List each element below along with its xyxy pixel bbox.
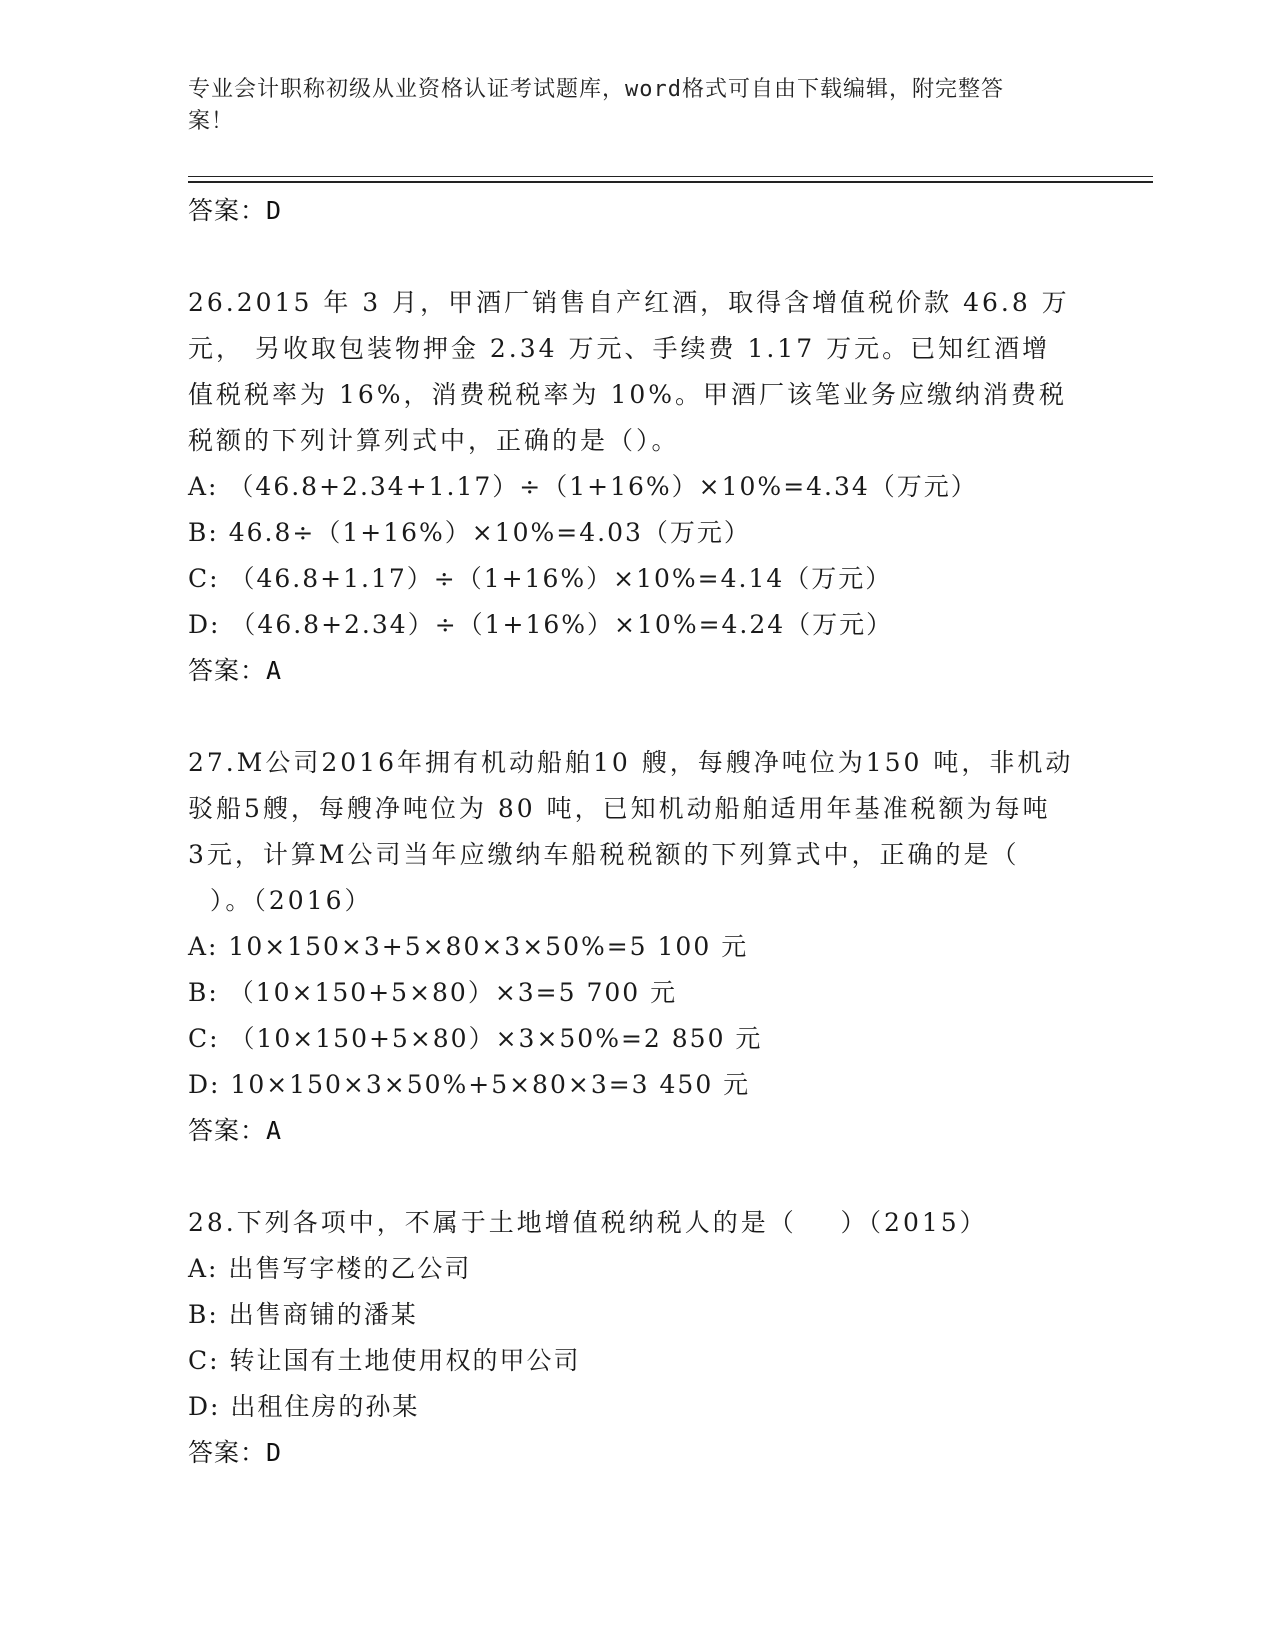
option-c: C: 转让国有土地使用权的甲公司 [188, 1346, 581, 1375]
option-b: B: （10×150+5×80）×3=5 700 元 [188, 978, 678, 1007]
answer: 答案：A [188, 1116, 283, 1145]
option-c: C: （10×150+5×80）×3×50%=2 850 元 [188, 1024, 763, 1053]
question-text-line: 26.2015 年 3 月，甲酒厂销售自产红酒，取得含增值税价款 46.8 万 [188, 288, 1070, 317]
answer: 答案：D [188, 1438, 283, 1467]
option-d: D: （46.8+2.34）÷（1+16%）×10%=4.24（万元） [188, 610, 894, 639]
question-text-line: 3元，计算M公司当年应缴纳车船税税额的下列算式中，正确的是（ [188, 840, 1020, 869]
question-27 [188, 740, 1088, 1154]
spacer [188, 234, 1088, 280]
question-text-line: ）。（2016） [188, 886, 373, 915]
question-text-line: 税额的下列计算列式中，正确的是（）。 [188, 426, 680, 455]
question-28 [188, 1200, 1088, 1476]
question-text-line: 元， 另收取包装物押金 2.34 万元、手续费 1.17 万元。已知红酒增 [188, 334, 1051, 363]
header-line-2: 案！ [188, 109, 235, 134]
document-header [188, 74, 1078, 138]
question-text-line: 28.下列各项中，不属于土地增值税纳税人的是（ ）（2015） [188, 1208, 988, 1237]
header-line-1: 专业会计职称初级从业资格认证考试题库，word格式可自由下载编辑，附完整答 [188, 77, 1004, 102]
option-b: B: 出售商铺的潘某 [188, 1300, 418, 1329]
answer: 答案：A [188, 656, 283, 685]
option-b: B: 46.8÷（1+16%）×10%=4.03（万元） [188, 518, 751, 547]
question-text-line: 驳船5艘，每艘净吨位为 80 吨，已知机动船舶适用年基准税额为每吨 [188, 794, 1051, 823]
question-26 [188, 280, 1088, 694]
option-c: C: （46.8+1.17）÷（1+16%）×10%=4.14（万元） [188, 564, 893, 593]
header-rule-thick [188, 181, 1153, 183]
question-text-line: 值税税率为 16%，消费税税率为 10%。甲酒厂该笔业务应缴纳消费税 [188, 380, 1068, 409]
header-rule-thin [188, 176, 1153, 177]
option-a: A: 出售写字楼的乙公司 [188, 1254, 472, 1283]
spacer [188, 1154, 1088, 1200]
option-d: D: 出租住房的孙某 [188, 1392, 420, 1421]
document-body [188, 188, 1088, 1476]
option-a: A: 10×150×3+5×80×3×50%=5 100 元 [188, 932, 749, 961]
option-a: A: （46.8+2.34+1.17）÷（1+16%）×10%=4.34（万元） [188, 472, 978, 501]
option-d: D: 10×150×3×50%+5×80×3=3 450 元 [188, 1070, 751, 1099]
spacer [188, 694, 1088, 740]
question-text-line: 27.M公司2016年拥有机动船舶10 艘，每艘净吨位为150 吨，非机动 [188, 748, 1074, 777]
previous-answer: 答案：D [188, 196, 283, 225]
